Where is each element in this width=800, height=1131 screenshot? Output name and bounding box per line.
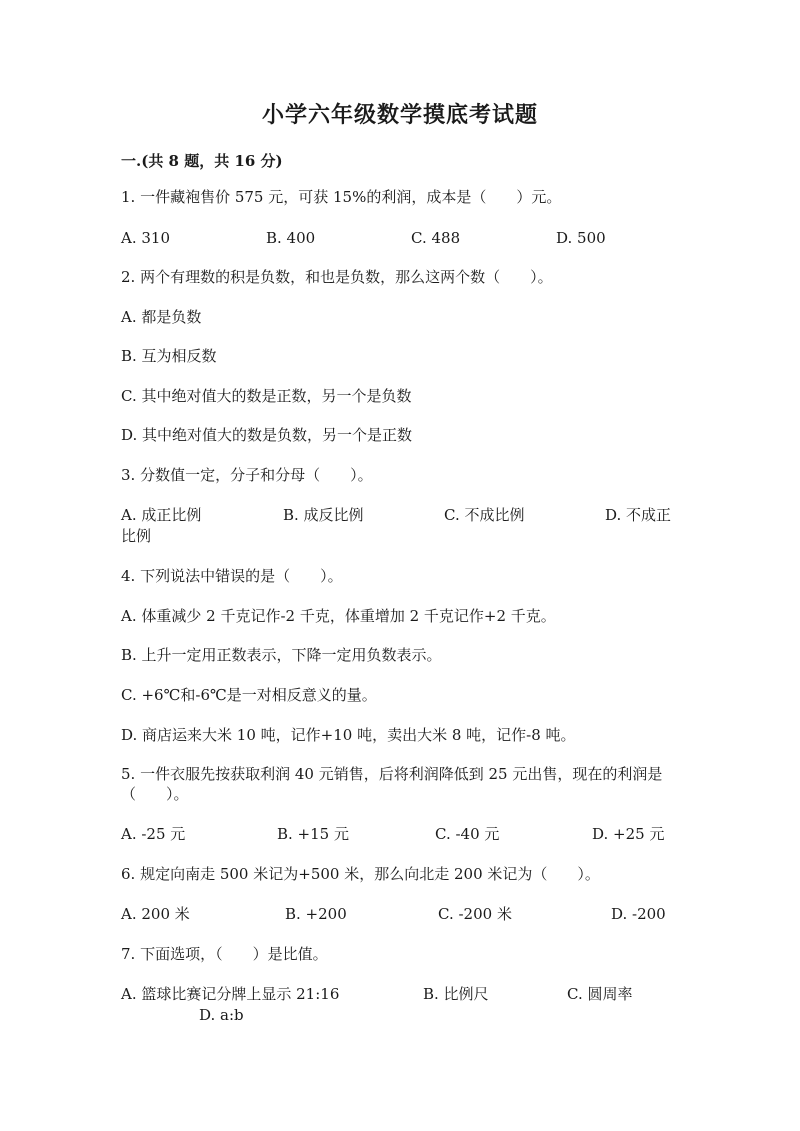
question-3-stem: 3. 分数值一定，分子和分母（ ）。 [121,466,373,484]
section-heading: 一.(共 8 题，共 16 分) [121,152,283,170]
question-6-option-c: C. -200 米 [438,905,512,923]
question-3-option-d: D. 不成正 [605,506,672,524]
question-7-option-b: B. 比例尺 [423,985,489,1003]
question-6-option-b: B. +200 [285,905,347,923]
question-6-stem: 6. 规定向南走 500 米记为+500 米，那么向北走 200 米记为（ ）。 [121,865,600,883]
question-5-option-d: D. +25 元 [592,825,665,843]
question-5-stem: 5. 一件衣服先按获取利润 40 元销售，后将利润降低到 25 元出售，现在的利润是（ ）。 [121,765,663,803]
page-title: 小学六年级数学摸底考试题 [261,102,538,128]
question-2-option-d: D. 其中绝对值大的数是负数，另一个是正数 [121,426,413,444]
question-3-option-c: C. 不成比例 [444,506,525,524]
question-2-option-a: A. 都是负数 [121,308,202,326]
question-4-option-c: C. +6℃和-6℃是一对相反意义的量。 [121,686,377,704]
question-5-option-c: C. -40 元 [435,825,500,843]
question-4-option-a: A. 体重减少 2 千克记作-2 千克，体重增加 2 千克记作+2 千克。 [121,607,556,625]
question-1-option-c: C. 488 [411,229,461,247]
question-3-option-b: B. 成反比例 [283,506,364,524]
question-1-option-a: A. 310 [121,229,170,247]
question-1-stem: 1. 一件藏袍售价 575 元，可获 15%的利润，成本是（ ）元。 [121,188,562,206]
question-4-option-d: D. 商店运来大米 10 吨，记作+10 吨，卖出大米 8 吨，记作-8 吨。 [121,726,576,744]
question-1-option-b: B. 400 [266,229,316,247]
question-1-option-d: D. 500 [556,229,606,247]
question-2-option-b: B. 互为相反数 [121,347,217,365]
question-5-option-a: A. -25 元 [121,825,186,843]
question-6-option-d: D. -200 [611,905,666,923]
question-4-option-b: B. 上升一定用正数表示，下降一定用负数表示。 [121,646,442,664]
question-2-option-c: C. 其中绝对值大的数是正数，另一个是负数 [121,387,412,405]
question-2-stem: 2. 两个有理数的积是负数，和也是负数，那么这两个数（ ）。 [121,268,553,286]
question-7-option-d: D. a:b [199,1006,244,1024]
question-5-option-b: B. +15 元 [277,825,349,843]
question-4-stem: 4. 下列说法中错误的是（ ）。 [121,567,343,585]
question-3-option-a: A. 成正比例 [121,506,202,524]
question-7-option-a: A. 篮球比赛记分牌上显示 21:16 [121,985,340,1003]
question-3-option-d-wrap: 比例 [121,527,152,545]
question-7-stem: 7. 下面选项，（ ）是比值。 [121,945,328,963]
question-6-option-a: A. 200 米 [121,905,190,923]
question-7-option-c: C. 圆周率 [567,985,633,1003]
